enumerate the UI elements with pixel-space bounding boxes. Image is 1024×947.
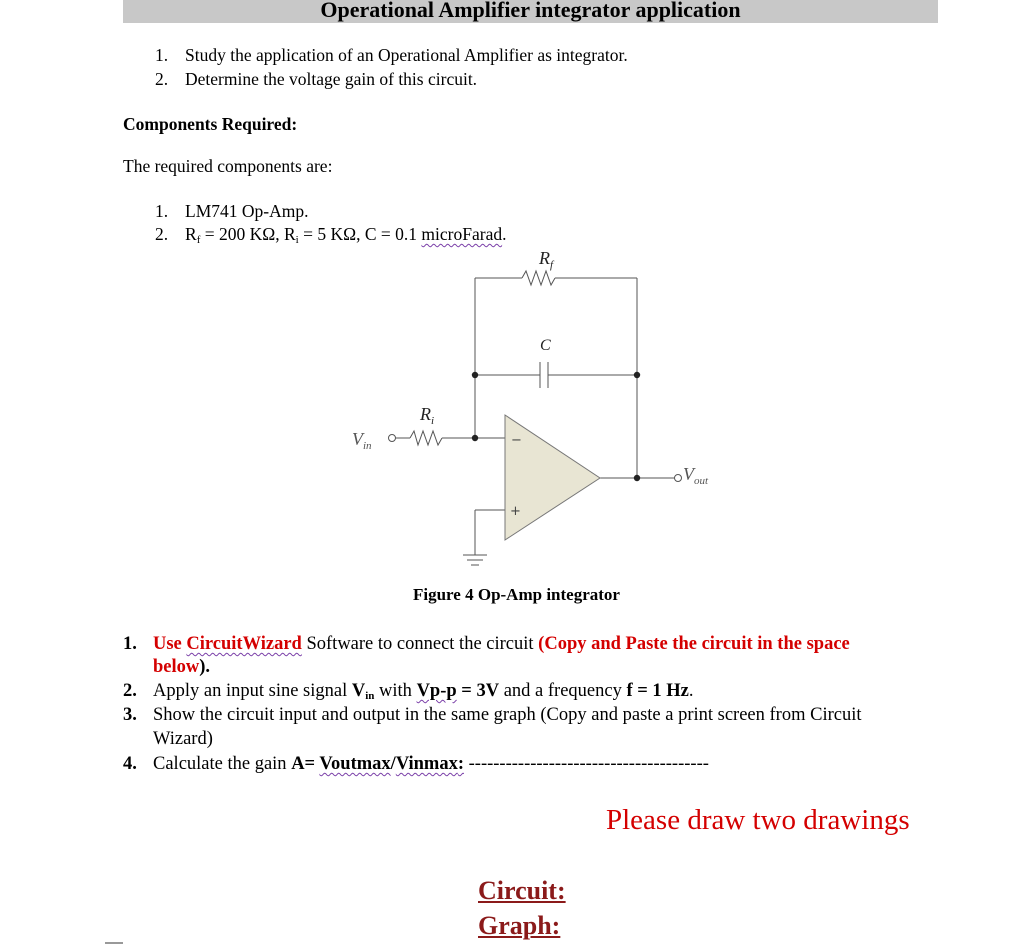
spellcheck-word: Vp-p [416,681,457,701]
junction-dot [634,475,640,481]
rf-resistor [522,271,555,285]
vout-terminal [675,475,682,482]
spellcheck-word: : [457,754,464,774]
ri-label: $R_i$ [420,404,435,427]
ri-resistor [410,431,442,445]
page-title: Operational Amplifier integrator application [320,0,741,22]
graph-heading: Graph: [478,911,561,940]
circuit-heading: Circuit: [478,876,566,905]
vin-label: $V_{in}$ [352,429,372,452]
task-2: 2. Apply an input sine signal $V_{in}$ with Vp-p = 3V and a frequency f = 1 Hz. [123,681,694,702]
c-label: C [540,337,551,354]
spellcheck-word: Voutmax [319,754,391,774]
objective-1: 1. Study the application of an Operational Amplifier as integrator. [155,45,628,65]
junction-dot [472,372,478,378]
task-1-cont: below). [153,657,211,677]
drawing-note: Please draw two drawings [606,804,910,836]
junction-dot [634,372,640,378]
components-heading: Components Required: [123,114,298,134]
junction-dot [472,435,478,441]
task-4: 4. Calculate the gain A= Voutmax/Vinmax: --------------------------------------- [123,754,709,774]
task-1: 1. Use CircuitWizard Software to connect the circuit (Copy and Paste the circuit in the space [123,634,850,654]
figure-caption: Figure 4 Op-Amp integrator [413,585,620,604]
component-item-2: 2. $R_f = 200$ KΩ, $R_i = 5$ KΩ, C = 0.1 microFarad. [155,224,507,246]
integrator-circuit-diagram [330,238,730,578]
task-3: 3. Show the circuit input and output in the same graph (Copy and paste a print screen from Circuit [123,705,862,725]
vout-label: $V_{out}$ [683,464,709,487]
minus-sign: − [511,433,522,448]
task-3-cont: Wizard) [153,729,213,749]
objective-2: 2. Determine the voltage gain of this circuit. [155,69,478,89]
component-item-1: 1. LM741 Op-Amp. [155,201,309,221]
spellcheck-word: Vinmax [395,754,458,774]
plus-sign: + [510,504,521,519]
spellcheck-word: CircuitWizard [186,634,302,654]
vin-terminal [389,435,396,442]
components-intro: The required components are: [123,156,333,176]
text-cursor-mark [105,942,123,944]
spellcheck-word: microFarad [421,224,503,244]
rf-label: $R_f$ [539,248,554,271]
